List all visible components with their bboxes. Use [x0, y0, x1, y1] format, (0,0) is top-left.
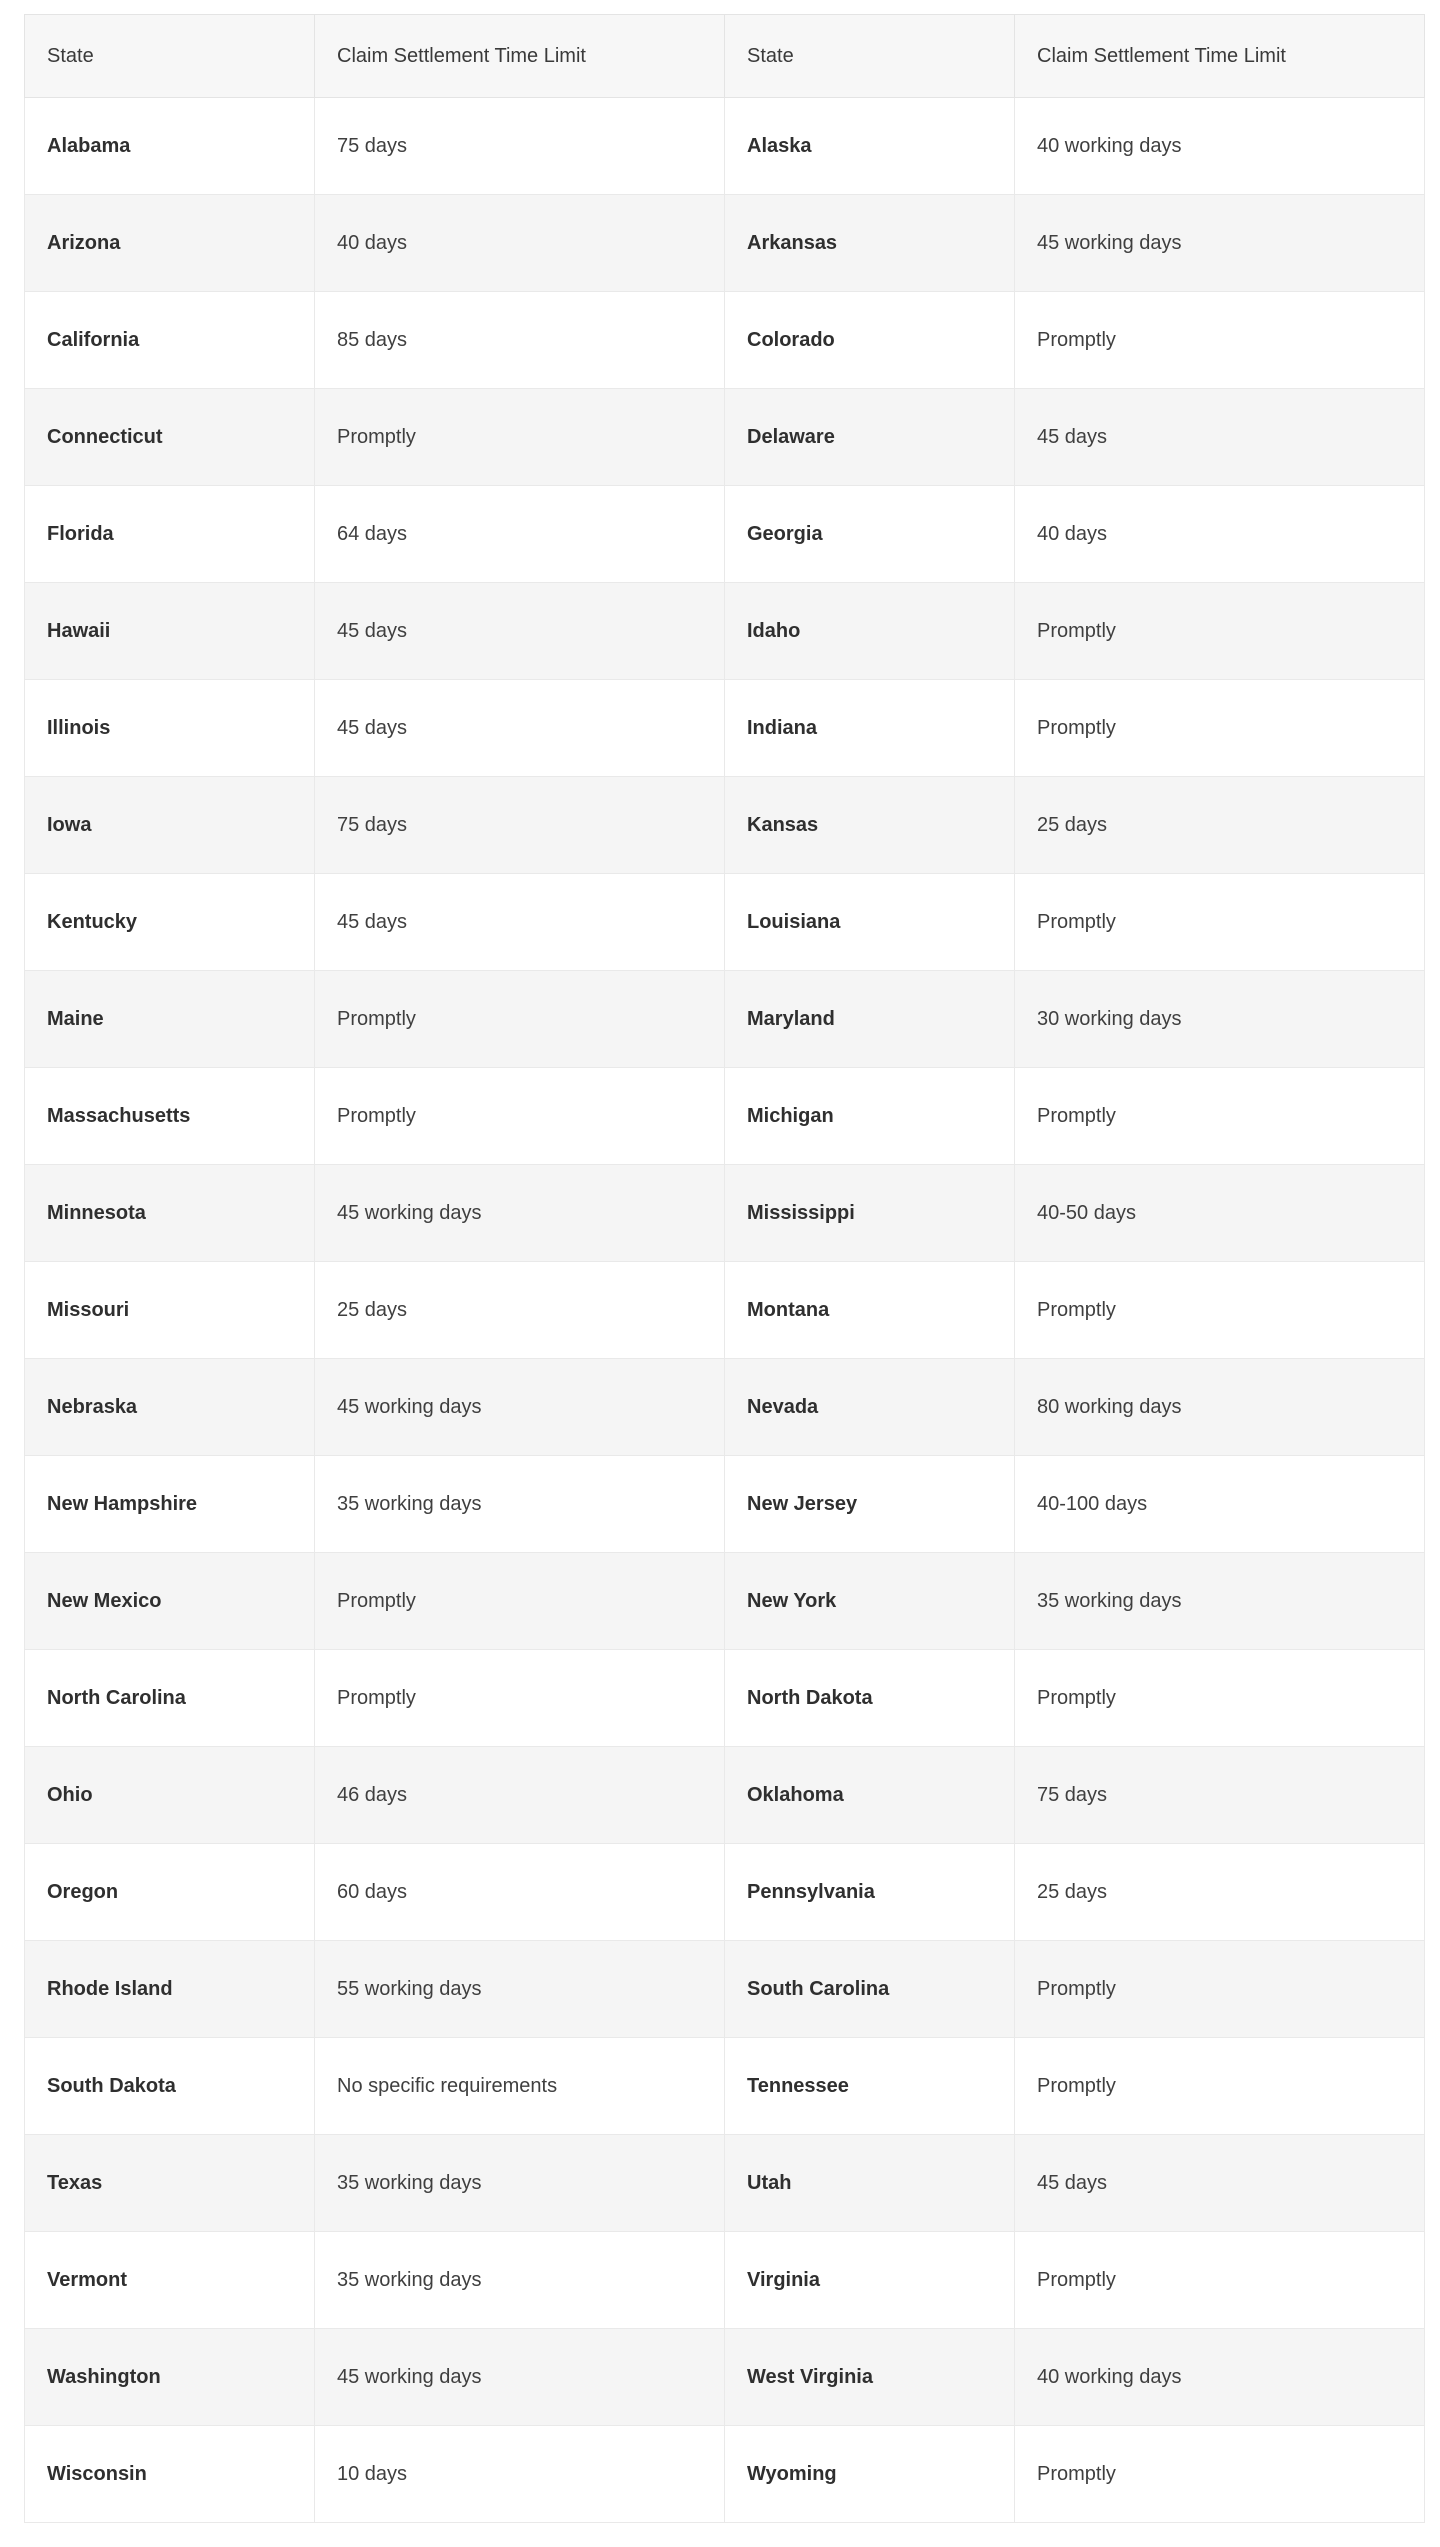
claim-settlement-time-limit-cell: 45 days — [315, 583, 725, 680]
claim-settlement-time-limit-cell: Promptly — [315, 1068, 725, 1165]
state-cell: Washington — [25, 2329, 315, 2426]
table-row — [25, 1941, 1425, 2038]
claim-settlement-time-limit-cell: 75 days — [315, 777, 725, 874]
table-row — [25, 1650, 1425, 1747]
claim-settlement-time-limit-cell: 10 days — [315, 2426, 725, 2523]
claim-settlement-time-limit-cell: Promptly — [1015, 292, 1425, 389]
claim-settlement-time-limits-table — [24, 14, 1425, 2523]
claim-settlement-time-limit-cell: 45 working days — [315, 2329, 725, 2426]
state-cell: Tennessee — [725, 2038, 1015, 2135]
claim-settlement-time-limit-cell: Promptly — [1015, 1941, 1425, 2038]
claim-settlement-time-limit-cell: Promptly — [1015, 1262, 1425, 1359]
claim-settlement-time-limit-cell: Promptly — [1015, 680, 1425, 777]
claim-settlement-time-limit-cell: 45 days — [315, 680, 725, 777]
column-header-limit-right: Claim Settlement Time Limit — [1015, 15, 1425, 98]
claim-settlement-time-limit-cell: Promptly — [315, 971, 725, 1068]
claim-settlement-time-limit-cell: 45 working days — [315, 1165, 725, 1262]
state-cell: Virginia — [725, 2232, 1015, 2329]
state-cell: Connecticut — [25, 389, 315, 486]
claim-settlement-time-limit-cell: 35 working days — [315, 1456, 725, 1553]
state-cell: Wyoming — [725, 2426, 1015, 2523]
table-row — [25, 1747, 1425, 1844]
state-cell: West Virginia — [725, 2329, 1015, 2426]
state-cell: Ohio — [25, 1747, 315, 1844]
state-cell: Iowa — [25, 777, 315, 874]
claim-settlement-time-limit-cell: 45 days — [1015, 2135, 1425, 2232]
state-cell: North Dakota — [725, 1650, 1015, 1747]
state-cell: Florida — [25, 486, 315, 583]
state-cell: Massachusetts — [25, 1068, 315, 1165]
claim-settlement-time-limit-cell: Promptly — [1015, 2038, 1425, 2135]
claim-settlement-time-limit-cell: 30 working days — [1015, 971, 1425, 1068]
state-cell: Oklahoma — [725, 1747, 1015, 1844]
state-cell: Missouri — [25, 1262, 315, 1359]
claim-settlement-time-limit-cell: Promptly — [1015, 583, 1425, 680]
table-row — [25, 98, 1425, 195]
claim-settlement-time-limit-cell: 25 days — [1015, 1844, 1425, 1941]
table-row — [25, 1068, 1425, 1165]
state-cell: Alaska — [725, 98, 1015, 195]
state-cell: Minnesota — [25, 1165, 315, 1262]
claim-settlement-time-limit-cell: 40 working days — [1015, 98, 1425, 195]
state-cell: Kentucky — [25, 874, 315, 971]
claim-settlement-time-limit-cell: Promptly — [315, 1650, 725, 1747]
table-row — [25, 680, 1425, 777]
table-row — [25, 1844, 1425, 1941]
claim-settlement-time-limit-cell: 64 days — [315, 486, 725, 583]
table-row — [25, 195, 1425, 292]
claim-settlement-time-limit-cell: Promptly — [1015, 2426, 1425, 2523]
table-row — [25, 583, 1425, 680]
claim-settlement-time-limit-cell: 35 working days — [315, 2232, 725, 2329]
state-cell: New Hampshire — [25, 1456, 315, 1553]
state-cell: Georgia — [725, 486, 1015, 583]
claim-settlement-time-limit-cell: 40 working days — [1015, 2329, 1425, 2426]
state-cell: Nebraska — [25, 1359, 315, 1456]
claim-settlement-time-limit-cell: 60 days — [315, 1844, 725, 1941]
column-header-state-right: State — [725, 15, 1015, 98]
state-cell: Kansas — [725, 777, 1015, 874]
claim-settlement-time-limit-cell: 40-100 days — [1015, 1456, 1425, 1553]
claim-settlement-time-limit-cell: 45 working days — [1015, 195, 1425, 292]
state-cell: Arkansas — [725, 195, 1015, 292]
state-cell: California — [25, 292, 315, 389]
table-row — [25, 1262, 1425, 1359]
claim-settlement-time-limit-cell: 25 days — [315, 1262, 725, 1359]
table-row — [25, 2135, 1425, 2232]
claim-settlement-time-limit-cell: 40 days — [1015, 486, 1425, 583]
state-cell: Michigan — [725, 1068, 1015, 1165]
table-row — [25, 2232, 1425, 2329]
table-row — [25, 874, 1425, 971]
state-cell: Delaware — [725, 389, 1015, 486]
state-cell: New Mexico — [25, 1553, 315, 1650]
claim-settlement-time-limit-cell: 85 days — [315, 292, 725, 389]
claim-settlement-time-limit-cell: 75 days — [315, 98, 725, 195]
claim-settlement-time-limit-cell: 35 working days — [315, 2135, 725, 2232]
claim-settlement-time-limit-cell: 45 days — [1015, 389, 1425, 486]
table-row — [25, 1359, 1425, 1456]
claim-settlement-time-limit-cell: 40 days — [315, 195, 725, 292]
state-cell: Oregon — [25, 1844, 315, 1941]
claim-settlement-time-limit-cell: 80 working days — [1015, 1359, 1425, 1456]
table-row — [25, 971, 1425, 1068]
claim-settlement-time-limit-cell: 45 working days — [315, 1359, 725, 1456]
claim-settlement-time-limit-cell: No specific requirements — [315, 2038, 725, 2135]
table-header-row — [25, 15, 1425, 98]
claim-settlement-time-limit-cell: Promptly — [1015, 1650, 1425, 1747]
column-header-limit-left: Claim Settlement Time Limit — [315, 15, 725, 98]
table-row — [25, 389, 1425, 486]
state-cell: Idaho — [725, 583, 1015, 680]
table-row — [25, 2329, 1425, 2426]
state-cell: Montana — [725, 1262, 1015, 1359]
state-cell: South Carolina — [725, 1941, 1015, 2038]
claim-settlement-time-limit-cell: Promptly — [1015, 2232, 1425, 2329]
table-row — [25, 2426, 1425, 2523]
claim-settlement-time-limit-cell: Promptly — [315, 389, 725, 486]
claim-settlement-time-limit-cell: 75 days — [1015, 1747, 1425, 1844]
state-cell: Maryland — [725, 971, 1015, 1068]
state-cell: Wisconsin — [25, 2426, 315, 2523]
table-row — [25, 1456, 1425, 1553]
table-header — [25, 15, 1425, 98]
claim-settlement-time-limit-cell: 40-50 days — [1015, 1165, 1425, 1262]
claim-settlement-time-limit-cell: 35 working days — [1015, 1553, 1425, 1650]
column-header-state-left: State — [25, 15, 315, 98]
state-cell: Alabama — [25, 98, 315, 195]
table-row — [25, 1165, 1425, 1262]
table-row — [25, 486, 1425, 583]
state-cell: South Dakota — [25, 2038, 315, 2135]
claim-settlement-time-limit-cell: Promptly — [315, 1553, 725, 1650]
claim-settlement-time-limit-cell: 55 working days — [315, 1941, 725, 2038]
state-cell: Vermont — [25, 2232, 315, 2329]
state-cell: Louisiana — [725, 874, 1015, 971]
table-row — [25, 292, 1425, 389]
table-row — [25, 777, 1425, 874]
state-cell: Nevada — [725, 1359, 1015, 1456]
state-cell: New York — [725, 1553, 1015, 1650]
state-cell: Rhode Island — [25, 1941, 315, 2038]
claim-settlement-time-limit-cell: 46 days — [315, 1747, 725, 1844]
state-cell: North Carolina — [25, 1650, 315, 1747]
claim-settlement-time-limit-cell: 45 days — [315, 874, 725, 971]
table-row — [25, 1553, 1425, 1650]
state-cell: Indiana — [725, 680, 1015, 777]
state-cell: Mississippi — [725, 1165, 1015, 1262]
state-cell: Illinois — [25, 680, 315, 777]
state-cell: Texas — [25, 2135, 315, 2232]
claim-settlement-time-limit-cell: Promptly — [1015, 874, 1425, 971]
state-cell: New Jersey — [725, 1456, 1015, 1553]
state-cell: Pennsylvania — [725, 1844, 1015, 1941]
table-body — [25, 98, 1425, 2523]
claim-settlement-time-limit-cell: 25 days — [1015, 777, 1425, 874]
state-cell: Utah — [725, 2135, 1015, 2232]
state-cell: Hawaii — [25, 583, 315, 680]
state-cell: Maine — [25, 971, 315, 1068]
state-cell: Colorado — [725, 292, 1015, 389]
table-row — [25, 2038, 1425, 2135]
claim-settlement-time-limit-cell: Promptly — [1015, 1068, 1425, 1165]
state-cell: Arizona — [25, 195, 315, 292]
